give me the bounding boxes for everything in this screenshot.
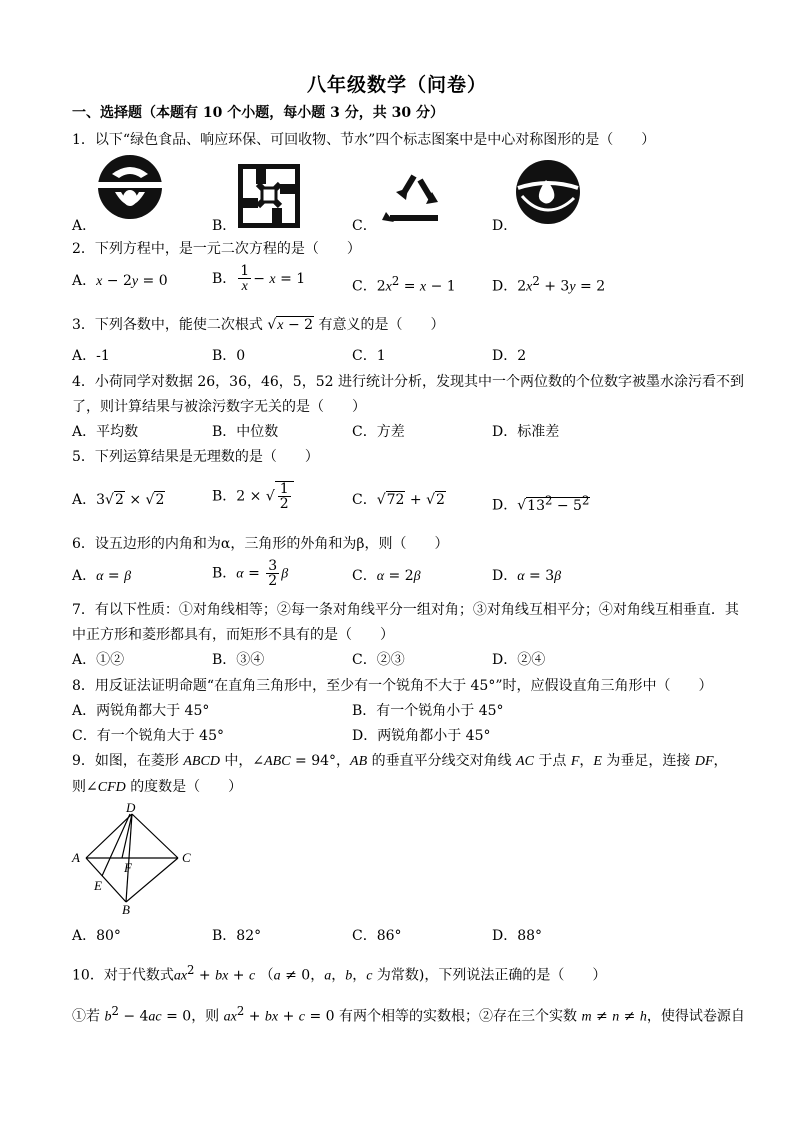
q4-stem-line2: 了，则计算结果与被涂污数字无关的是（ ） [72, 399, 366, 415]
q7-option-c[interactable]: C．②③ [352, 652, 405, 668]
q6-option-d[interactable]: D．α = 3β [492, 568, 562, 584]
q5-stem: 5．下列运算结果是无理数的是（ ） [72, 449, 319, 465]
q9-stem-line2: 则∠CFD 的度数是（ ） [72, 779, 243, 795]
q6-stem: 6．设五边形的内角和为α，三角形的外角和为β，则（ ） [72, 536, 449, 552]
q2-option-c[interactable]: C．$2x^2 = x - 1$ [352, 274, 456, 295]
q8-option-a[interactable]: A．两锐角都大于 45° [72, 703, 210, 719]
q8-option-d[interactable]: D．两锐角都小于 45° [352, 728, 491, 744]
point-label-a: A [72, 850, 80, 865]
point-label-b: B [122, 902, 130, 916]
q7-option-d[interactable]: D．②④ [492, 652, 546, 668]
recycle-logo[interactable] [380, 172, 448, 228]
q2-option-d[interactable]: D．$2x^2 + 3y = 2$ [492, 274, 606, 295]
q7-option-b[interactable]: B．③④ [212, 652, 265, 668]
q9-option-d[interactable]: D．88° [492, 928, 543, 944]
q4-option-c[interactable]: C．方差 [352, 424, 405, 440]
q5-option-d[interactable]: D．$√13^2 - 5^2$ [492, 493, 590, 514]
q3-option-b[interactable]: B．0 [212, 348, 246, 364]
q6-option-a[interactable]: A．α = β [72, 568, 132, 584]
q3-stem: 3．下列各数中，能使二次根式 √x − 2 有意义的是（ ） [72, 317, 445, 333]
q4-option-a[interactable]: A．平均数 [72, 424, 139, 440]
q9-stem-line1: 9．如图，在菱形 ABCD 中，∠ABC = 94°，AB 的垂直平分线交对角线 AC 于点 F，E 为垂足，连接 DF， [72, 753, 728, 769]
q9-option-a[interactable]: A．80° [72, 928, 121, 944]
q2-stem: 2．下列方程中，是一元二次方程的是（ ） [72, 241, 361, 257]
q2-option-b[interactable]: B． $\frac{1}{x}$ − x = 1 [212, 263, 306, 294]
page-title: 八年级数学（问卷） [306, 74, 487, 96]
q4-option-b[interactable]: B．中位数 [212, 424, 279, 440]
q4-option-d[interactable]: D．标准差 [492, 424, 560, 440]
section-heading: 一、选择题（本题有 10 个小题，每小题 3 分，共 30 分） [72, 105, 444, 121]
q8-option-c[interactable]: C．有一个锐角大于 45° [72, 728, 224, 744]
q5-option-a[interactable]: A．3√2 × √2 [72, 492, 165, 508]
q9-option-c[interactable]: C．86° [352, 928, 402, 944]
q10-stem-line2: ①若 $b^2 - 4ac = 0$，则 $ax^2$ + bx + c = 0 有两个相等的实数根；②存在三个实数 m ≠ n ≠ h，使得试卷源自 [72, 1004, 745, 1025]
q7-stem-line1: 7．有以下性质：①对角线相等；②每一条对角线平分一组对角；③对角线互相平分；④对角线互相垂直．其 [72, 602, 739, 618]
q7-option-a[interactable]: A．①② [72, 652, 125, 668]
environmental-logo[interactable] [238, 164, 300, 228]
q8-option-b[interactable]: B．有一个锐角小于 45° [352, 703, 504, 719]
water-saving-logo[interactable] [514, 158, 582, 226]
q6-option-b[interactable]: B．α = $\frac{3}{2}$ β [212, 558, 289, 589]
q9-option-b[interactable]: B．82° [212, 928, 262, 944]
q1-option-a-label: A． [72, 218, 97, 234]
q5-option-b[interactable]: B．2 × √ $\frac{1}{2}$ [212, 481, 294, 511]
q1-option-b-label: B． [212, 218, 237, 234]
q5-option-c[interactable]: C．√72 + √2 [352, 492, 445, 508]
q1-option-c-label: C． [352, 218, 377, 234]
q7-stem-line2: 中正方形和菱形都具有，而矩形不具有的是（ ） [72, 627, 394, 643]
q3-option-c[interactable]: C．1 [352, 348, 386, 364]
q1-option-d-label: D． [492, 218, 518, 234]
q1-stem: 1．以下“绿色食品、响应环保、可回收物、节水”四个标志图案中是中心对称图形的是（ ） [72, 132, 656, 148]
point-label-c: C [182, 850, 191, 865]
point-label-f: F [124, 860, 132, 875]
q2-option-a[interactable]: A．x − 2y = 0 [72, 273, 168, 289]
q10-stem-line1: 10．对于代数式$ax^2$ + bx + c （a ≠ 0，a，b，c 为常数)，下列说法正确的是（ ） [72, 963, 607, 984]
q3-option-a[interactable]: A．-1 [72, 348, 110, 364]
point-label-e: E [94, 878, 102, 893]
point-label-d: D [126, 800, 136, 815]
q4-stem-line1: 4．小荷同学对数据 26，36，46，5，52 进行统计分析，发现其中一个两位数的个位数字被墨水涂污看不到 [72, 374, 744, 390]
q6-option-c[interactable]: C．α = 2β [352, 568, 421, 584]
q8-stem: 8．用反证法证明命题“在直角三角形中，至少有一个锐角不大于 45°”时，应假设直角三角形中（ ） [72, 678, 713, 694]
green-food-logo[interactable] [95, 152, 165, 222]
rhombus-figure [66, 800, 202, 916]
q3-option-d[interactable]: D．2 [492, 348, 527, 364]
